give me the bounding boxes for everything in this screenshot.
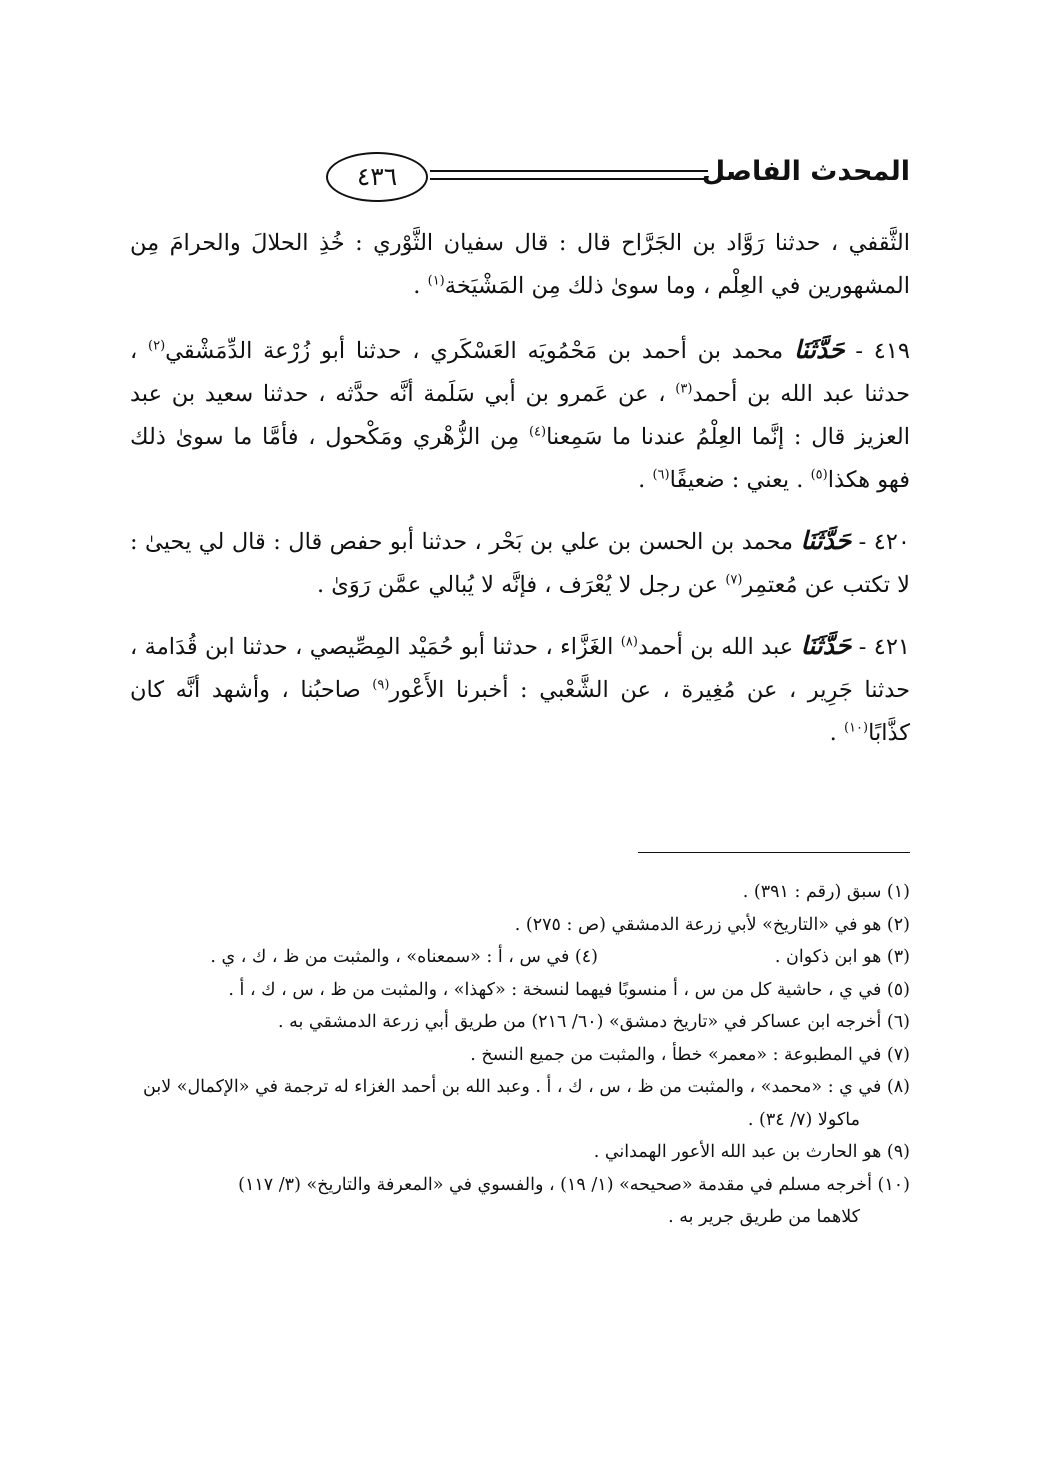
footnote-ref: (٦): [652, 467, 670, 483]
hadith-text: مِن الزُّهْري ومَكْحول ، فأمَّا ما سوىٰ ذلك فهو هكذا: [130, 424, 910, 493]
hadith-420: [130, 519, 910, 607]
footnote-8: (٨) في ي : «محمد» ، والمثبت من ظ ، س ، ك ، أ . وعبد الله بن أحمد الغزاء له ترجمة في «الإكمال» لابن: [143, 1077, 910, 1097]
footnote-3: (٣) هو ابن ذكوان .: [774, 947, 910, 967]
haddathana-word: حَدَّثَنَا: [800, 526, 852, 555]
footnotes: [130, 876, 910, 1234]
footnote-ref: (١٠): [843, 720, 869, 736]
hadith-text: ، عن عَمرو بن أبي سَلَمة أنَّه حدَّثه ، حدثنا سعيد بن عبد العزيز قال : إنَّما العِلْمُ عندنا ما سَمِعنا: [130, 381, 910, 450]
hadith-419: [130, 328, 910, 502]
hadith-text: .: [829, 720, 844, 746]
footnote-1: (١) سبق (رقم : ٣٩١) .: [742, 882, 910, 902]
footnote-10-continuation: كلاهما من طريق جرير به .: [668, 1207, 860, 1227]
hadith-text: الغَزَّاء ، حدثنا أبو حُمَيْد المِصِّيصي ، حدثنا ابن قُدَامة ، حدثنا جَرِير ، عن مُغِيرة ، عن الشَّعْبي : أخبرنا الأَعْور: [130, 634, 910, 703]
paragraph-end: .: [413, 273, 428, 299]
footnote-7: (٧) في المطبوعة : «معمر» خطأ ، والمثبت من جميع النسخ .: [470, 1044, 910, 1065]
footnote-4: (٤) في س ، أ : «سمعناه» ، والمثبت من ظ ، ك ، ي .: [210, 947, 598, 967]
footnote-pair-3-4: [130, 941, 910, 974]
main-text: [130, 222, 910, 772]
hadith-text: محمد بن أحمد بن مَحْمُويَه العَسْكَري ، حدثنا أبو زُرْعة الدِّمَشْقي: [165, 338, 794, 364]
footnote-ref: (٩): [372, 677, 390, 693]
footnote-separator: [638, 852, 910, 853]
footnote-10: (١٠) أخرجه مسلم في مقدمة «صحيحه» (١/ ١٩) ، والفسوي في «المعرفة والتاريخ» (٣/ ١١٧): [238, 1174, 910, 1195]
hadith-text: ، حدثنا عبد الله بن أحمد: [130, 338, 910, 407]
footnote-8-continuation: ماكولا (٧/ ٣٤) .: [747, 1109, 860, 1130]
footnote-2: (٢) هو في «التاريخ» لأبي زرعة الدمشقي (ص : ٢٧٥) .: [514, 914, 910, 935]
hadith-text: محمد بن الحسن بن علي بن بَحْر ، حدثنا أبو حفص قال : قال لي يحيىٰ : لا تكتب عن مُعتمِر: [130, 529, 910, 598]
haddathana-word: حَدَّثَنَا: [800, 631, 852, 660]
running-title: المحدث الفاصل: [701, 156, 910, 187]
haddathana-word: حَدَّثَنَا: [793, 335, 845, 364]
hadith-text: .: [638, 467, 653, 493]
footnote-ref: (٢): [148, 338, 166, 354]
footnote-6: (٦) أخرجه ابن عساكر في «تاريخ دمشق» (٦٠/ ٢١٦) من طريق أبي زرعة الدمشقي به .: [277, 1012, 910, 1032]
footnote-ref: (٨): [620, 634, 638, 650]
footnote-ref: (١): [427, 273, 445, 289]
page-header: [130, 150, 910, 206]
footnote-ref: (٤): [528, 424, 547, 440]
hadith-text: صاحبُنا ، وأشهد أنَّه كان كذَّابًا: [130, 677, 910, 746]
footnote-9: (٩) هو الحارث بن عبد الله الأعور الهمداني .: [593, 1142, 910, 1162]
hadith-421: [130, 624, 910, 755]
hadith-number: ٤١٩ -: [844, 338, 910, 364]
hadith-number: ٤٢٠ -: [851, 529, 910, 555]
footnote-ref: (٧): [725, 572, 743, 588]
hadith-number: ٤٢١ -: [851, 634, 910, 660]
footnote-ref: (٣): [675, 381, 693, 397]
hadith-text: عبد الله بن أحمد: [637, 634, 801, 660]
paragraph-text: الثَّقفي ، حدثنا رَوَّاد بن الجَرَّاح قال : قال سفيان الثَّوْري : خُذِ الحلالَ والحرامَ مِن المشهورين في العِلْم ، وما سوىٰ ذلك مِن المَشْيَخة: [130, 230, 910, 299]
hadith-text: عن رجل لا يُعْرَف ، فإنَّه لا يُبالي عمَّن رَوَىٰ .: [316, 572, 726, 598]
paragraph-continuation: [130, 222, 910, 308]
header-double-rule: [430, 170, 708, 180]
page-number: ٤٣٦: [326, 152, 428, 202]
footnote-ref: (٥): [810, 467, 828, 483]
hadith-text: . يعني : ضعيفًا: [669, 467, 811, 493]
footnote-5: (٥) في ي ، حاشية كل من س ، أ منسوبًا فيهما لنسخة : «كهذا» ، والمثبت من ظ ، س ، ك ، أ .: [228, 979, 910, 1000]
